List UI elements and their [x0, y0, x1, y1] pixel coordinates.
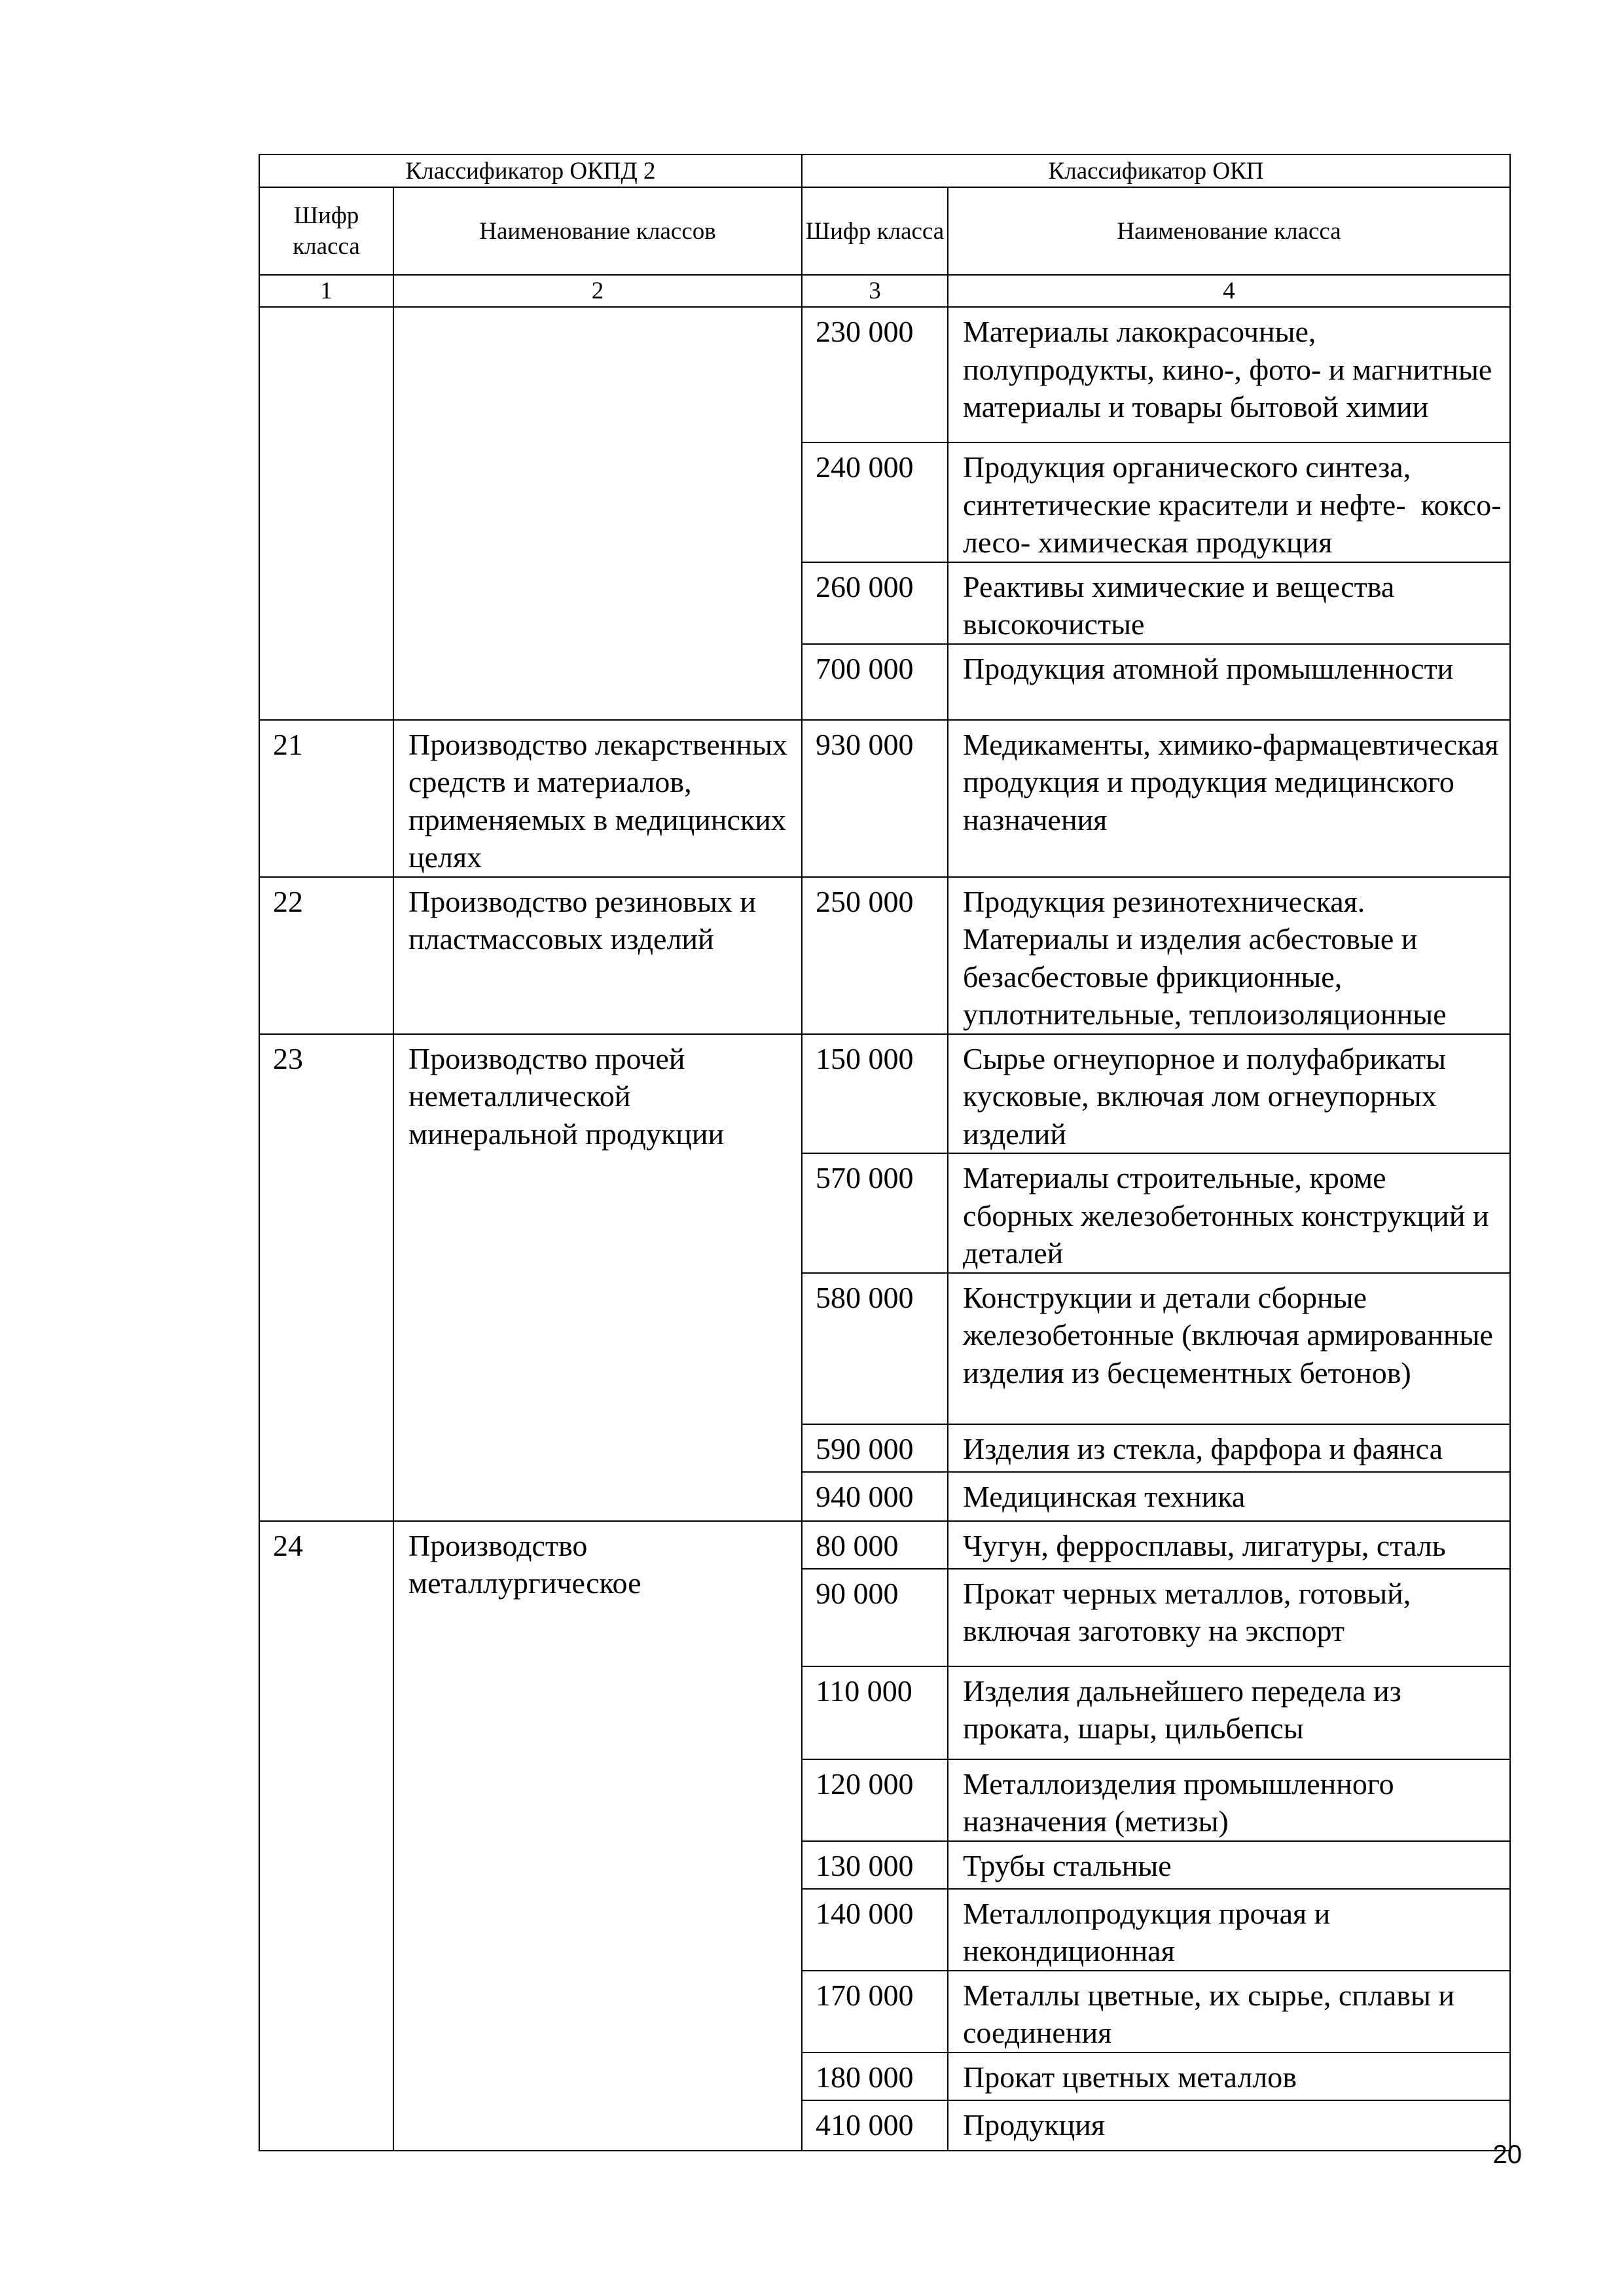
okpd-class-code: 22: [259, 877, 393, 1034]
okp-class-code: 240 000: [802, 442, 948, 562]
okpd-class-name: [393, 307, 802, 720]
okp-class-name: Изделия дальнейшего передела из проката, шары, цильбепсы: [948, 1666, 1510, 1759]
okp-class-code: 180 000: [802, 2053, 948, 2100]
okp-class-code: 140 000: [802, 1889, 948, 1971]
okp-class-code: 700 000: [802, 644, 948, 720]
okp-class-code: 170 000: [802, 1971, 948, 2053]
okpd-class-name: Производство металлургическое: [393, 1521, 802, 2151]
okp-name-column-header: Наименование класса: [948, 187, 1510, 275]
okp-class-name: Конструкции и детали сборные железобетонные (включая армированные изделия из бесцементных бетонов): [948, 1273, 1510, 1424]
table-row: [259, 307, 1510, 442]
okp-class-name: Реактивы химические и вещества высокочистые: [948, 562, 1510, 644]
okp-class-code: 930 000: [802, 720, 948, 877]
okp-class-name: Медикаменты, химико-фармацевтическая продукция и продукция медицинского назначения: [948, 720, 1510, 877]
okp-class-code: 570 000: [802, 1153, 948, 1273]
okp-class-name: Чугун, ферросплавы, лигатуры, сталь: [948, 1521, 1510, 1569]
okp-class-name: Металлы цветные, их сырье, сплавы и соединения: [948, 1971, 1510, 2053]
okp-classifier-header: Классификатор ОКП: [802, 154, 1510, 187]
okp-code-column-header: Шифр класса: [802, 187, 948, 275]
okp-class-code: 130 000: [802, 1841, 948, 1889]
okpd-class-code: 23: [259, 1034, 393, 1521]
okpd-class-code: 24: [259, 1521, 393, 2151]
okpd-classifier-header: Классификатор ОКПД 2: [259, 154, 802, 187]
okp-class-code: 250 000: [802, 877, 948, 1034]
okp-class-name: Продукция резинотехническая. Материалы и изделия асбестовые и безасбестовые фрикционные, уплотнительные, теплоизоляционные: [948, 877, 1510, 1034]
okpd-class-name: Производство резиновых и пластмассовых изделий: [393, 877, 802, 1034]
okp-class-code: 120 000: [802, 1759, 948, 1841]
okp-class-name: Материалы лакокрасочные, полупродукты, кино-, фото- и магнитные материалы и товары бытовой химии: [948, 307, 1510, 442]
okpd-class-name: Производство лекарственных средств и материалов, применяемых в медицинских целях: [393, 720, 802, 877]
table-row: [259, 1521, 1510, 1569]
okp-class-name: Материалы строительные, кроме сборных железобетонных конструкций и деталей: [948, 1153, 1510, 1273]
okp-class-code: 590 000: [802, 1424, 948, 1472]
table-row: [259, 877, 1510, 1034]
okp-class-code: 230 000: [802, 307, 948, 442]
okp-class-code: 410 000: [802, 2100, 948, 2151]
okp-class-name: Трубы стальные: [948, 1841, 1510, 1889]
table-row: [259, 1034, 1510, 1154]
okp-class-name: Металлоизделия промышленного назначения (метизы): [948, 1759, 1510, 1841]
okp-class-name: Сырье огнеупорное и полуфабрикаты кусковые, включая лом огнеупорных изделий: [948, 1034, 1510, 1154]
okp-class-name: Продукция органического синтеза, синтетические красители и нефте- коксо- лесо- химическая продукция: [948, 442, 1510, 562]
column-number-1: 1: [259, 275, 393, 307]
okpd-class-code: 21: [259, 720, 393, 877]
okpd-class-name: Производство прочей неметаллической минеральной продукции: [393, 1034, 802, 1521]
okp-class-code: 260 000: [802, 562, 948, 644]
column-number-3: 3: [802, 275, 948, 307]
okp-class-name: Прокат цветных металлов: [948, 2053, 1510, 2100]
column-number-4: 4: [948, 275, 1510, 307]
okp-class-code: 150 000: [802, 1034, 948, 1154]
okp-class-code: 90 000: [802, 1569, 948, 1666]
okp-class-code: 580 000: [802, 1273, 948, 1424]
okp-class-code: 80 000: [802, 1521, 948, 1569]
classifier-table: [259, 154, 1511, 2151]
okp-class-code: 940 000: [802, 1472, 948, 1521]
okp-class-name: Изделия из стекла, фарфора и фаянса: [948, 1424, 1510, 1472]
okp-class-name: Продукция: [948, 2100, 1510, 2151]
okp-class-name: Продукция атомной промышленности: [948, 644, 1510, 720]
okp-class-name: Металлопродукция прочая и некондиционная: [948, 1889, 1510, 1971]
header-row-numbers: [259, 275, 1510, 307]
header-row-columns: [259, 187, 1510, 275]
okpd-code-column-header: Шифр класса: [259, 187, 393, 275]
okp-class-name: Медицинская техника: [948, 1472, 1510, 1521]
table-row: [259, 720, 1510, 877]
page-number: 20: [1492, 2140, 1522, 2169]
okpd-class-code: [259, 307, 393, 720]
column-number-2: 2: [393, 275, 802, 307]
okp-class-name: Прокат черных металлов, готовый, включая заготовку на экспорт: [948, 1569, 1510, 1666]
okpd-name-column-header: Наименование классов: [393, 187, 802, 275]
header-row-classifiers: [259, 154, 1510, 187]
okp-class-code: 110 000: [802, 1666, 948, 1759]
